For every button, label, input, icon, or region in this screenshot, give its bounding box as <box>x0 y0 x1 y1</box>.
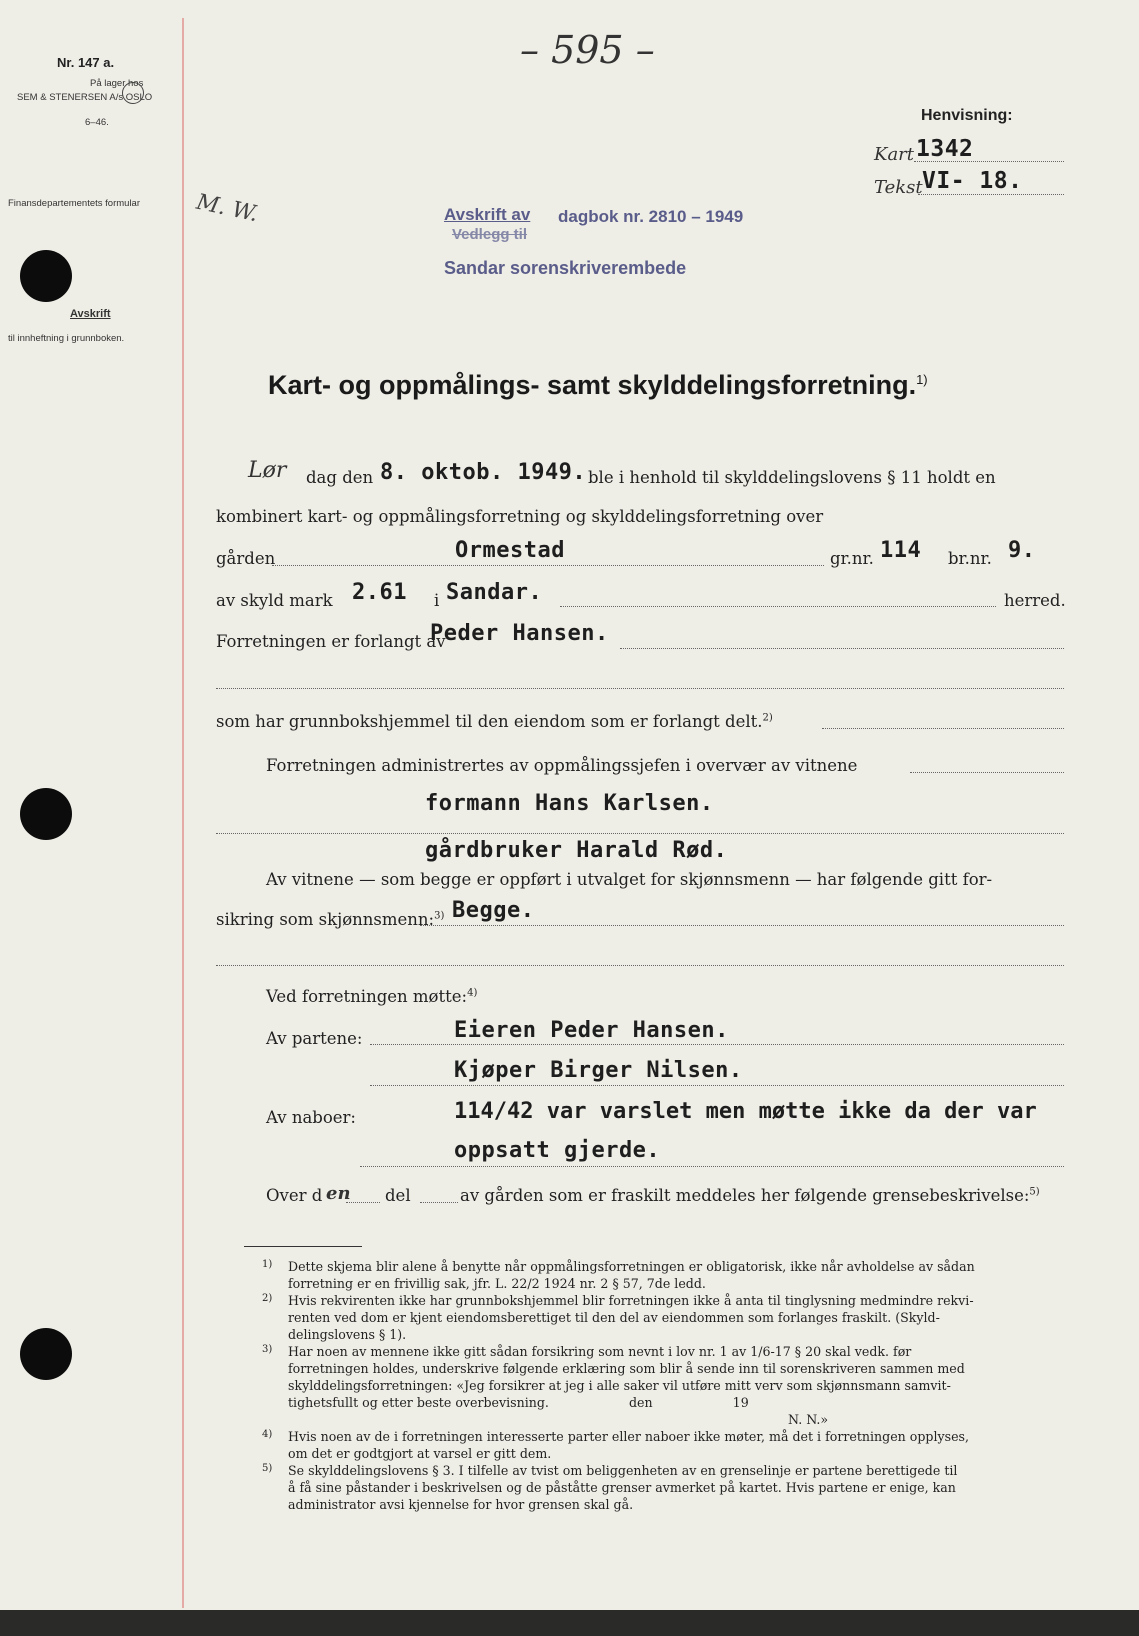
kart-value: 1342 <box>916 136 974 162</box>
blank-rule <box>216 688 1064 689</box>
brnr-value: 9. <box>1008 538 1036 563</box>
margin-initials: M. W. <box>194 189 261 228</box>
tekst-value: VI- 18. <box>922 168 1023 194</box>
footnote-line: forretningen holdes, underskrive følgende erklæring som blir å sende inn til sorenskriveren sammen med <box>288 1361 965 1376</box>
administreres-rule <box>910 772 1064 773</box>
footnote-line: Hvis noen av de i forretningen interesserte parter eller naboer ikke møter, må det i forretningen opplyses, <box>288 1429 969 1444</box>
over-rest: av gården som er fraskilt meddeles her følgende grensebeskrivelse:$^{5)}$ <box>460 1186 1040 1205</box>
footnote <box>262 1411 1062 1428</box>
tekst-rule <box>918 194 1064 195</box>
del-label: del <box>385 1186 411 1205</box>
footnote-line: Dette skjema blir alene å benytte når oppmålingsforretningen er obligatorisk, ikke når avholdelse av sådan <box>288 1259 975 1274</box>
innheftning-label: til innheftning i grunnboken. <box>8 333 125 344</box>
garden-label: gården <box>216 549 276 568</box>
grnr-label: gr.nr. <box>830 549 874 568</box>
print-date: 6–46. <box>85 117 109 128</box>
stamp-office: Sandar sorenskriverembede <box>444 258 687 278</box>
footnote <box>262 1462 1062 1513</box>
vitne-2: gårdbruker Harald Rød. <box>425 838 728 863</box>
footnote-number: 5) <box>262 1463 273 1474</box>
publisher-seal-icon <box>122 82 144 104</box>
administreres-line: Forretningen administrertes av oppmålingssjefen i overvær av vitnene <box>266 756 858 775</box>
stamp-dagbok: dagbok nr. 2810 – 1949 <box>558 207 744 226</box>
vitne-1-rule <box>216 833 1064 834</box>
footnote-separator <box>244 1246 362 1247</box>
margin-rule <box>182 18 184 1608</box>
tekst-label: Tekst <box>874 177 923 198</box>
herred-label: herred. <box>1004 591 1066 610</box>
line1-rest: ble i henhold til skylddelingslovens § 11 holdt en <box>588 468 996 487</box>
blank-rule-2 <box>216 965 1064 966</box>
footnote <box>262 1258 1062 1292</box>
skyld-value: 2.61 <box>352 580 407 605</box>
forlangt-rule <box>620 648 1064 649</box>
formular-label: Finansdepartementets formular <box>8 198 141 209</box>
forlangt-value: Peder Hansen. <box>430 621 609 646</box>
stamp-avskrift: Avskrift av <box>444 205 531 224</box>
over-rule-2 <box>420 1202 458 1203</box>
skyld-label: av skyld mark <box>216 591 333 610</box>
avskrift-label: Avskrift <box>70 308 111 320</box>
grunnbok-rule <box>822 728 1064 729</box>
punch-hole <box>20 1328 72 1380</box>
footnote-line: Se skylddelingslovens § 3. I tilfelle av tvist om beliggenheten av en grenselinje er partene berettigede til <box>288 1463 958 1478</box>
naboer-rule <box>360 1166 1064 1167</box>
punch-hole <box>20 788 72 840</box>
vitnene-line1: Av vitnene — som begge er oppført i utvalget for skjønnsmenn — har følgende gitt for- <box>266 870 993 889</box>
punch-hole <box>20 250 72 302</box>
publisher-name: SEM & STENERSEN A/s OSLO <box>17 92 153 103</box>
herred-rule <box>560 606 996 607</box>
begge-rule <box>420 925 1064 926</box>
naboer-label: Av naboer: <box>266 1108 356 1127</box>
vitne-1: formann Hans Karlsen. <box>425 791 714 816</box>
footnote <box>262 1343 1062 1411</box>
vitnene-line2: sikring som skjønnsmenn:$^{3)}$ <box>216 910 445 929</box>
footnote-line: tighetsfullt og etter beste overbevisning. den 19 <box>288 1395 749 1410</box>
naboer-1: 114/42 var varslet men møtte ikke da der var <box>454 1099 1037 1124</box>
over-label: Over d <box>266 1186 323 1205</box>
footnote-number: 4) <box>262 1429 273 1440</box>
footnote <box>262 1428 1062 1462</box>
partene-label: Av partene: <box>266 1029 363 1048</box>
footnote-line: å få sine påstander i beskrivelsen og de påståtte grenser avmerket på kartet. Hvis partene er enige, kan <box>288 1480 956 1495</box>
kart-label: Kart <box>874 144 915 165</box>
footnotes <box>262 1258 1062 1513</box>
begge-value: Begge. <box>452 898 535 923</box>
garden-rule <box>272 565 824 566</box>
garden-value: Ormestad <box>455 538 565 563</box>
footnote-line: administrator avsi kjennelse for hvor grensen skal gå. <box>288 1497 634 1512</box>
form-number: Nr. 147 a. <box>57 55 115 70</box>
over-rule-1 <box>346 1202 380 1203</box>
herred-value: Sandar. <box>446 580 543 605</box>
over-hand: en <box>326 1183 351 1204</box>
parter-1: Eieren Peder Hansen. <box>454 1018 729 1043</box>
kart-rule <box>914 161 1064 162</box>
footnote-line: skylddelingsforretningen: «Jeg forsikrer at jeg i alle saker vil utføre mitt verv som skjønnsmann samvit- <box>288 1378 951 1393</box>
footnote-line: Hvis rekvirenten ikke har grunnbokshjemmel blir forretningen ikke å anta til tinglysning medmindre rekvi- <box>288 1293 974 1308</box>
footnote-line: forretning er en frivillig sak, jfr. L. 22/2 1924 nr. 2 § 57, 7de ledd. <box>288 1276 706 1291</box>
parter-2: Kjøper Birger Nilsen. <box>454 1058 743 1083</box>
weekday-hand: Lør <box>248 458 287 483</box>
footnote-number: 3) <box>262 1344 273 1355</box>
footnote-number: 2) <box>262 1293 273 1304</box>
footnote-line: renten ved dom er kjent eiendomsberettiget til den del av eiendommen som forlanges fraskilt. (Skyld- <box>288 1310 940 1325</box>
motte-label: Ved forretningen møtte:$^{4)}$ <box>266 987 478 1006</box>
page-number: – 595 – <box>520 28 655 72</box>
footnote <box>262 1292 1062 1343</box>
stamp-vedlegg: Vedlegg til <box>452 226 528 243</box>
grnr-value: 114 <box>880 538 922 563</box>
brnr-label: br.nr. <box>948 549 992 568</box>
line2: kombinert kart- og oppmålingsforretning og skylddelingsforretning over <box>216 507 824 526</box>
footnote-line: delingslovens § 1). <box>288 1327 407 1342</box>
footnote-number: 1) <box>262 1259 273 1270</box>
partene-rule-2 <box>370 1085 1064 1086</box>
grunnbok-line: som har grunnbokshjemmel til den eiendom som er forlangt delt.$^{2)}$ <box>216 712 773 731</box>
henvisning-label: Henvisning: <box>921 107 1013 124</box>
i-label: i <box>434 591 440 610</box>
dag-den-label: dag den <box>306 468 374 487</box>
forlangt-label: Forretningen er forlangt av <box>216 632 446 651</box>
footnote-line: Har noen av mennene ikke gitt sådan forsikring som nevnt i lov nr. 1 av 1/6-17 § 20 skal vedk. før <box>288 1344 912 1359</box>
footnote-line: N. N.» <box>788 1412 829 1427</box>
document-title: Kart- og oppmålings- samt skylddelingsforretning.$^{1)}$ <box>268 370 928 400</box>
footnote-line: om det er godtgjort at varsel er gitt dem. <box>288 1446 552 1461</box>
date-value: 8. oktob. 1949. <box>380 460 587 485</box>
publisher-line: På lager hos <box>90 78 144 89</box>
partene-rule <box>370 1044 1064 1045</box>
naboer-2: oppsatt gjerde. <box>454 1138 661 1163</box>
